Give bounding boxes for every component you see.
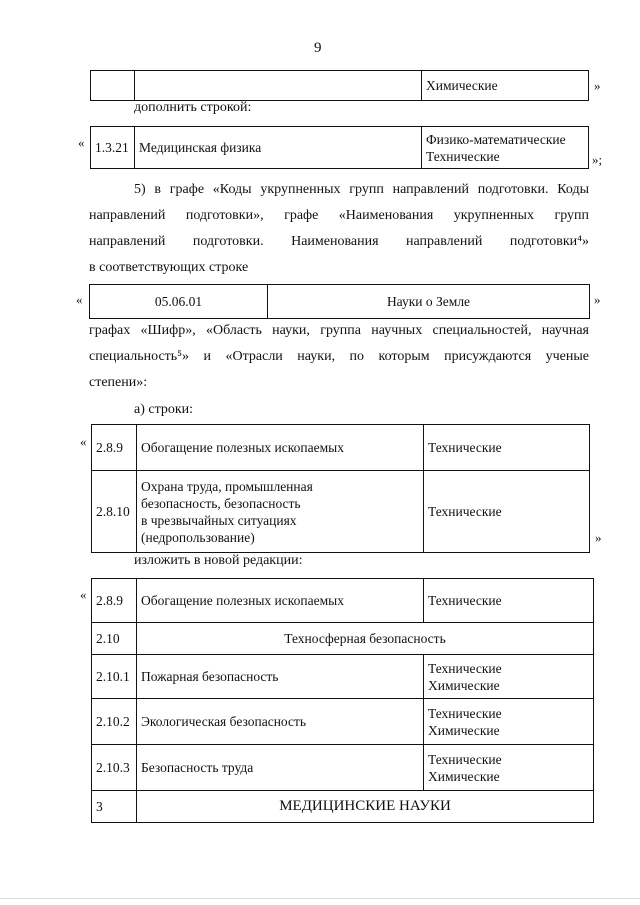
- code-cell: 2.10.3: [92, 745, 137, 791]
- code-cell: 2.8.9: [92, 425, 137, 471]
- table-row: [92, 623, 594, 655]
- name-cell: Обогащение полезных ископаемых: [137, 425, 424, 471]
- field-cell: Технические Химические: [424, 745, 594, 791]
- name-cell: Безопасность труда: [137, 745, 424, 791]
- paragraph-item-5: [89, 177, 589, 281]
- name-cell: [135, 71, 422, 101]
- table-row: [92, 579, 594, 623]
- opening-quote: «: [76, 292, 83, 307]
- paragraph-line: графах «Шифр», «Область науки, группа научных специальностей, научная: [89, 323, 589, 338]
- page-number: 9: [314, 40, 322, 56]
- table-row: [92, 791, 594, 823]
- name-cell: Пожарная безопасность: [137, 655, 424, 699]
- closing-quote: »: [594, 78, 601, 93]
- table-row: [92, 425, 590, 471]
- paragraph-line: специальность⁵» и «Отрасли науки, по которым присуждаются ученые: [89, 349, 589, 364]
- closing-quote: »: [594, 292, 601, 307]
- paragraph-line: направлений подготовки. Наименования направлений подготовки⁴»: [89, 234, 589, 249]
- table-earth-sciences: [89, 284, 590, 319]
- group-heading-cell: МЕДИЦИНСКИЕ НАУКИ: [137, 791, 594, 823]
- table-fragment-top: [90, 70, 589, 101]
- table-row: [92, 699, 594, 745]
- code-cell: 2.8.9: [92, 579, 137, 623]
- field-cell: Технические: [424, 471, 590, 553]
- instruction-add-row: дополнить строкой:: [134, 100, 252, 115]
- closing-quote: »: [595, 530, 602, 545]
- paragraph-line: степени»:: [89, 375, 148, 390]
- field-cell: Химические: [422, 71, 589, 101]
- group-heading-cell: Техносферная безопасность: [137, 623, 594, 655]
- instruction-new-wording: изложить в новой редакции:: [134, 553, 303, 568]
- field-cell: Физико-математические Технические: [422, 127, 589, 169]
- paragraph-line: направлений подготовки», графе «Наименования укрупненных групп: [89, 208, 589, 223]
- name-cell: Обогащение полезных ископаемых: [137, 579, 424, 623]
- code-cell: 2.10.2: [92, 699, 137, 745]
- code-cell: 2.8.10: [92, 471, 137, 553]
- opening-quote: «: [78, 135, 85, 150]
- code-cell: 2.10: [92, 623, 137, 655]
- code-cell: 3: [92, 791, 137, 823]
- item-a-heading: а) строки:: [134, 402, 194, 417]
- name-cell: Науки о Земле: [268, 285, 590, 319]
- table-new-row: [90, 126, 589, 169]
- code-cell: 05.06.01: [90, 285, 268, 319]
- opening-quote: «: [80, 434, 87, 449]
- table-row: [90, 285, 590, 319]
- name-cell: Охрана труда, промышленная безопасность, безопасность в чрезвычайных ситуациях (недропользование): [137, 471, 424, 553]
- code-cell: 2.10.1: [92, 655, 137, 699]
- field-cell: Технические: [424, 579, 594, 623]
- paragraph-line: 5) в графе «Коды укрупненных групп направлений подготовки. Коды: [134, 182, 589, 197]
- table-row: [91, 127, 589, 169]
- name-cell: Экологическая безопасность: [137, 699, 424, 745]
- field-cell: Технические Химические: [424, 699, 594, 745]
- scan-edge-line: [0, 898, 640, 899]
- field-cell: Технические Химические: [424, 655, 594, 699]
- table-new-rows: [91, 578, 594, 823]
- table-old-rows: [91, 424, 590, 553]
- table-row: [92, 471, 590, 553]
- closing-quote: »;: [592, 152, 603, 167]
- code-cell: [91, 71, 135, 101]
- code-cell: 1.3.21: [91, 127, 135, 169]
- paragraph-columns: [89, 318, 589, 396]
- paragraph-line: в соответствующих строке: [89, 260, 249, 275]
- name-cell: Медицинская физика: [135, 127, 422, 169]
- field-cell: Технические: [424, 425, 590, 471]
- opening-quote: «: [80, 587, 87, 602]
- table-row: [91, 71, 589, 101]
- table-row: [92, 745, 594, 791]
- table-row: [92, 655, 594, 699]
